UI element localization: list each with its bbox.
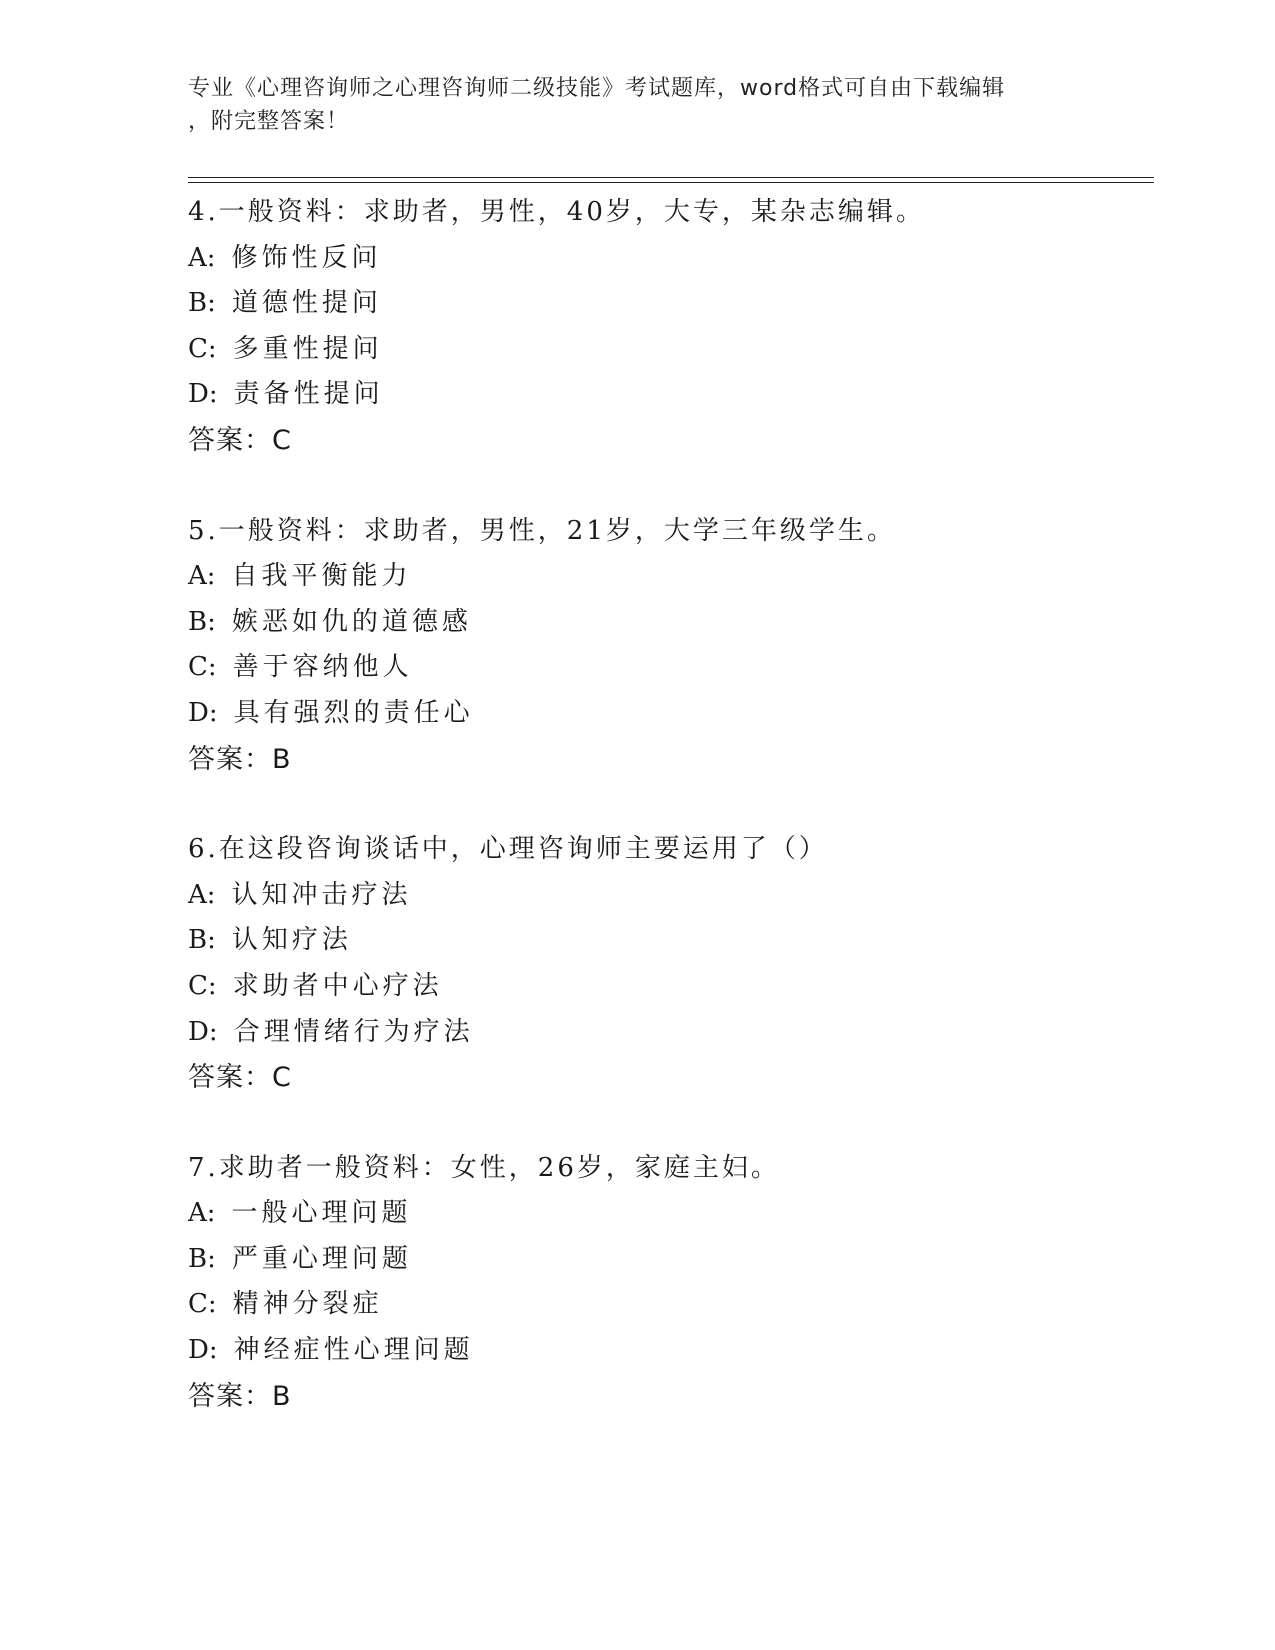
option-c bbox=[188, 645, 1148, 691]
question-7 bbox=[188, 1146, 1148, 1420]
option-key: A: bbox=[188, 242, 216, 273]
answer-line: 答案：B bbox=[188, 743, 292, 775]
option-key: D: bbox=[188, 1335, 218, 1366]
option-text: 责备性提问 bbox=[233, 379, 384, 410]
answer-line: 答案：C bbox=[188, 1062, 292, 1094]
option-b bbox=[188, 1237, 1148, 1283]
question-5 bbox=[188, 509, 1148, 783]
option-text: 善于容纳他人 bbox=[232, 652, 413, 683]
option-text: 道德性提问 bbox=[231, 288, 382, 319]
question-6 bbox=[188, 827, 1148, 1101]
option-text: 嫉恶如仇的道德感 bbox=[231, 606, 472, 637]
option-b bbox=[188, 600, 1148, 646]
header-divider-bottom bbox=[188, 182, 1154, 183]
option-a bbox=[188, 1191, 1148, 1237]
option-text: 具有强烈的责任心 bbox=[233, 697, 474, 728]
option-text: 严重心理问题 bbox=[231, 1243, 412, 1274]
option-d bbox=[188, 1010, 1148, 1056]
option-b bbox=[188, 918, 1148, 964]
option-key: D: bbox=[188, 1016, 218, 1047]
option-text: 一般心理问题 bbox=[231, 1198, 412, 1229]
option-key: B: bbox=[188, 1243, 216, 1274]
option-a bbox=[188, 873, 1148, 919]
option-text: 多重性提问 bbox=[232, 333, 383, 364]
header-line-1: 专业《心理咨询师之心理咨询师二级技能》考试题库，word格式可自由下载编辑 bbox=[188, 76, 1006, 101]
answer-line: 答案：C bbox=[188, 424, 292, 456]
option-d bbox=[188, 691, 1148, 737]
answer-line: 答案：B bbox=[188, 1380, 292, 1412]
option-text: 精神分裂症 bbox=[232, 1289, 383, 1320]
document-header bbox=[188, 72, 1088, 138]
option-key: A: bbox=[188, 879, 216, 910]
question-4 bbox=[188, 190, 1148, 464]
option-key: A: bbox=[188, 1198, 216, 1229]
option-d bbox=[188, 372, 1148, 418]
header-line-2: ，附完整答案！ bbox=[188, 109, 350, 134]
option-key: D: bbox=[188, 379, 218, 410]
question-list bbox=[188, 190, 1148, 1464]
option-key: C: bbox=[188, 1289, 217, 1320]
option-d bbox=[188, 1328, 1148, 1374]
question-stem: 5.一般资料：求助者，男性，21岁，大学三年级学生。 bbox=[188, 515, 896, 546]
option-key: B: bbox=[188, 606, 216, 637]
option-key: C: bbox=[188, 970, 217, 1001]
option-text: 合理情绪行为疗法 bbox=[233, 1016, 474, 1047]
question-stem: 4.一般资料：求助者，男性，40岁，大专，某杂志编辑。 bbox=[188, 197, 925, 227]
option-c bbox=[188, 327, 1148, 373]
option-key: D: bbox=[188, 697, 218, 728]
option-key: C: bbox=[188, 333, 217, 364]
option-text: 自我平衡能力 bbox=[231, 561, 412, 592]
option-key: B: bbox=[188, 925, 216, 956]
option-key: C: bbox=[188, 652, 217, 683]
option-text: 神经症性心理问题 bbox=[233, 1335, 474, 1366]
question-stem: 6.在这段咨询谈话中，心理咨询师主要运用了（） bbox=[188, 834, 828, 865]
header-divider-top bbox=[188, 177, 1154, 178]
option-b bbox=[188, 281, 1148, 327]
option-text: 求助者中心疗法 bbox=[232, 970, 443, 1001]
option-a bbox=[188, 236, 1148, 282]
option-key: A: bbox=[188, 561, 216, 592]
option-text: 修饰性反问 bbox=[231, 242, 382, 273]
option-text: 认知冲击疗法 bbox=[231, 879, 412, 910]
option-key: B: bbox=[188, 288, 216, 319]
option-c bbox=[188, 964, 1148, 1010]
option-c bbox=[188, 1282, 1148, 1328]
option-text: 认知疗法 bbox=[231, 925, 352, 956]
option-a bbox=[188, 554, 1148, 600]
question-stem: 7.求助者一般资料：女性，26岁，家庭主妇。 bbox=[188, 1152, 780, 1183]
